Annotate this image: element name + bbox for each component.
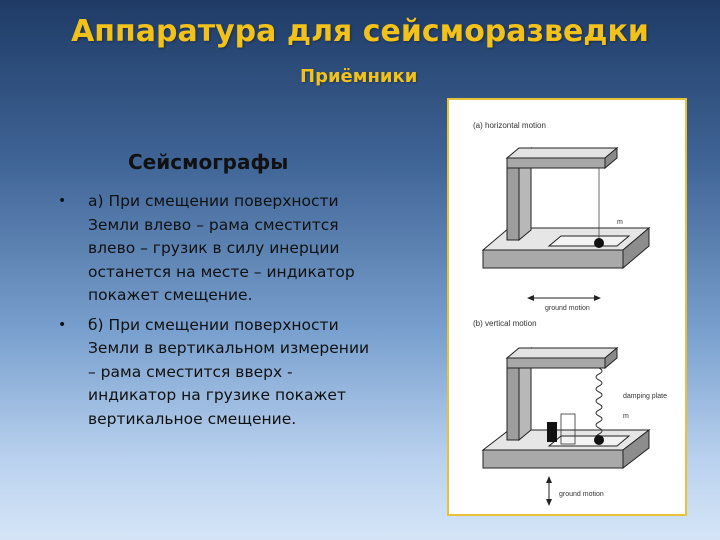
bullet-item-horizontal xyxy=(58,190,378,308)
bullet-text: а) При смещении поверхности Земли влево – рама сместится влево – грузик в силу инерции останется на месте – индикатор покажет смещение. xyxy=(88,192,355,304)
panel-b-mass-icon xyxy=(594,435,604,445)
panel-b-ground-label: ground motion xyxy=(559,491,604,498)
panel-b-label: (b) vertical motion xyxy=(473,319,537,328)
panel-a-marker: m xyxy=(617,219,623,226)
panel-b-frame xyxy=(483,348,649,468)
seismograph-figure xyxy=(447,98,687,516)
bullet-list xyxy=(58,190,378,437)
panel-b-spring-icon xyxy=(596,368,602,440)
bullet-dot-icon: • xyxy=(58,193,67,209)
panel-b-arrow-up-icon xyxy=(546,476,552,483)
slide-title: Аппаратура для сейсморазведки xyxy=(71,14,649,49)
panel-a-arrow-left-icon xyxy=(527,295,534,301)
panel-a-label: (a) horizontal motion xyxy=(473,121,546,130)
bullet-dot-icon: • xyxy=(58,316,67,333)
panel-b-arrow-down-icon xyxy=(546,499,552,506)
slide-subtitle: Приёмники xyxy=(300,66,418,87)
panel-a-mass-icon xyxy=(594,238,604,248)
panel-a-frame xyxy=(483,148,649,268)
panel-b-marker: m xyxy=(623,413,629,420)
panel-a-arrow-right-icon xyxy=(594,295,601,301)
panel-b-damping-label: damping plate xyxy=(623,393,667,400)
section-heading: Сейсмографы xyxy=(128,150,289,174)
panel-a-ground-label: ground motion xyxy=(545,305,590,312)
bullet-item-vertical xyxy=(58,314,378,432)
panel-b-damper-icon xyxy=(547,422,557,442)
seismograph-diagram xyxy=(449,100,685,514)
bullet-text: б) При смещении поверхности Земли в вертикальном измерении – рама сместится вверх - индикатор на грузике покажет вертикальное смещение. xyxy=(88,315,370,428)
